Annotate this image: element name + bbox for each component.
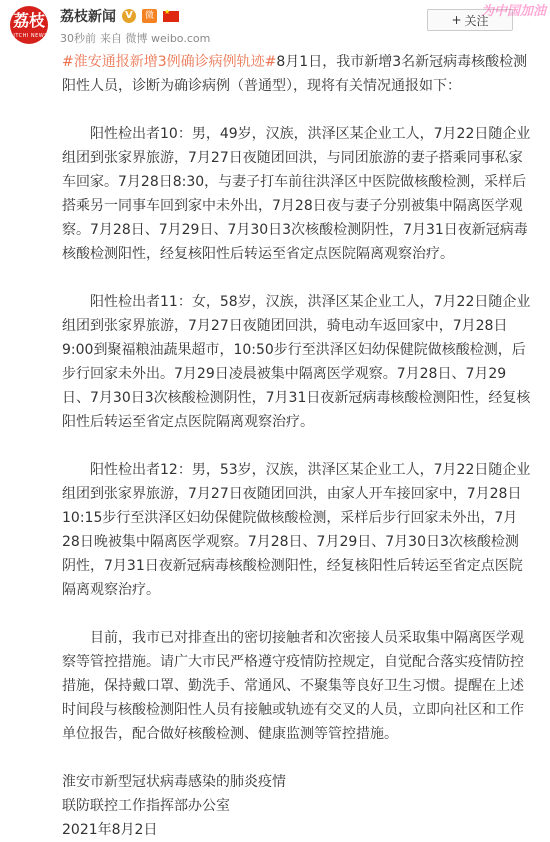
case-10-paragraph: 阳性检出者10：男，49岁，汉族，洪泽区某企业工人，7月22日随企业组团到张家界旅游，7月27日夜随团回洪，与同团旅游的妻子搭乘同事私家车回家。7月28日8:30，与妻子打车前往洪泽区中医院做核酸检测，采样后搭乘另一同事车回到家中未外出，7月28日夜与妻子分别被集中隔离医学观察。7月28日、7月29日、7月30日3次核酸检测阴性，7月31日夜新冠病毒核酸检测阳性，经复核阳性后转运至省定点医院隔离观察治疗。 [62, 126, 531, 262]
post-time[interactable]: 30秒前 [60, 32, 96, 45]
name-row [60, 6, 179, 26]
china-flag-icon [163, 11, 179, 22]
watermark: 为中国加油 [480, 4, 546, 19]
verified-icon: V [122, 9, 136, 23]
signature-block [62, 770, 532, 842]
avatar-logo-text: 荔枝 [12, 11, 45, 30]
post-intro [62, 50, 532, 98]
signature-line-2: 联防联控工作指挥部办公室 [62, 798, 230, 814]
vip-badge[interactable]: 微 [142, 9, 157, 23]
post-meta [60, 30, 210, 46]
post-source[interactable]: 来自 微博 weibo.com [100, 32, 211, 45]
post-content [62, 50, 532, 842]
intro-text: 8月1日，我市新增3名新冠病毒核酸检测阳性人员，诊断为确诊病例（普通型），现将有关情况通报如下： [62, 54, 528, 94]
avatar-logo-subtext: LITCHI NEWS [10, 33, 48, 39]
avatar[interactable] [10, 6, 48, 44]
follow-label: 关注 [464, 13, 489, 28]
signature-date: 2021年8月2日 [62, 822, 158, 838]
account-name[interactable]: 荔枝新闻 [60, 9, 116, 25]
signature-line-1: 淮安市新型冠状病毒感染的肺炎疫情 [62, 774, 286, 790]
topic-link[interactable]: #淮安通报新增3例确诊病例轨迹# [62, 54, 277, 70]
case-11-paragraph: 阳性检出者11：女，58岁，汉族，洪泽区某企业工人，7月22日随企业组团到张家界旅游，7月27日夜随团回洪，骑电动车返回家中，7月28日9:00到聚福粮油蔬果超市，10:50步行至洪泽区妇幼保健院做核酸检测，后步行回家未外出。7月29日凌晨被集中隔离医学观察。7月28日、7月29日、7月30日3次核酸检测阴性，7月31日夜新冠病毒核酸检测阳性，经复核阳性后转运至省定点医院隔离观察治疗。 [62, 294, 531, 430]
notice-paragraph: 目前，我市已对排查出的密切接触者和次密接人员采取集中隔离医学观察等管控措施。请广大市民严格遵守疫情防控规定，自觉配合落实疫情防控措施，保持戴口罩、勤洗手、常通风、不聚集等良好卫生习惯。提醒在上述时间段与核酸检测阳性人员有接触或轨迹有交叉的人员，立即向社区和工作单位报告，配合做好核酸检测、健康监测等管控措施。 [62, 630, 524, 742]
case-12-paragraph: 阳性检出者12：男，53岁，汉族，洪泽区某企业工人，7月22日随企业组团到张家界旅游，7月27日夜随团回洪，由家人开车接回家中，7月28日10:15步行至洪泽区妇幼保健院做核酸检测，采样后步行回家未外出，7月28日晚被集中隔离医学观察。7月28日、7月29日、7月30日3次核酸检测阴性，7月31日夜新冠病毒核酸检测阳性，经复核阳性后转运至省定点医院隔离观察治疗。 [62, 462, 531, 598]
plus-icon: + [451, 13, 462, 27]
